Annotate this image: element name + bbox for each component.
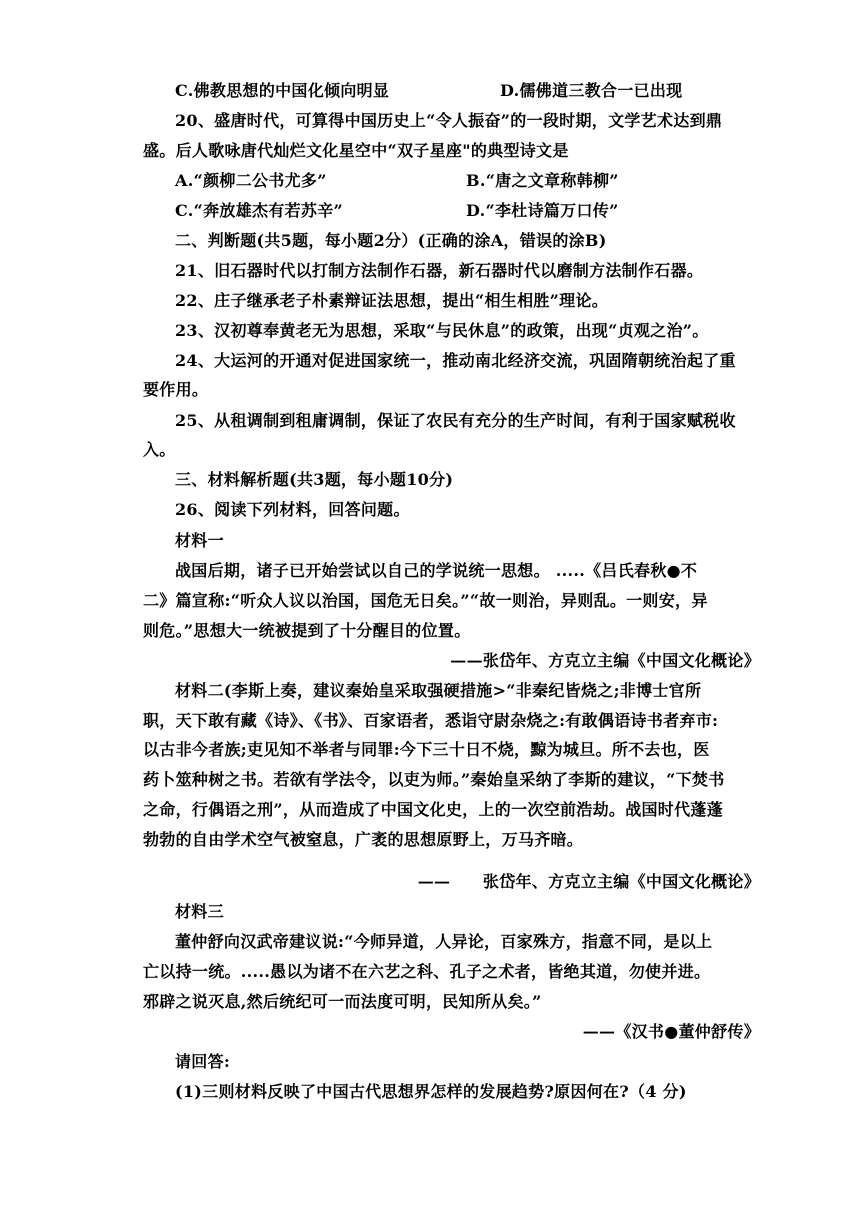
q19-option-c: C.佛教思想的中国化倾向明显: [175, 81, 390, 100]
q22: 22、庄子继承老子朴素辩证法思想，提出“相生相胜”理论。: [175, 291, 609, 310]
section3-heading: 三、材料解析题(共3题，每小题10分): [175, 470, 454, 489]
q24-line2: 要作用。: [143, 380, 209, 399]
q26-stem: 26、阅读下列材料，回答问题。: [175, 500, 410, 519]
material3-line3: 邪辟之说灭息,然后统纪可一而法度可明，民知所从矣。”: [143, 992, 542, 1011]
material1-line3: 则危。”思想大一统被提到了十分醒目的位置。: [143, 621, 471, 640]
material2-line1: 材料二(李斯上奏，建议秦始皇采取强硬措施>“非秦纪皆烧之;非博士官所: [175, 681, 702, 700]
q23: 23、汉初尊奉黄老无为思想，采取“与民休息”的政策，出现“贞观之治”。: [175, 321, 709, 340]
q19-option-d: D.儒佛道三教合一已出现: [500, 81, 683, 100]
material1-line1: 战国后期，诸子已开始尝试以自己的学说统一思想。 .....《吕氏春秋●不: [175, 561, 698, 580]
q25-line1: 25、从租调制到租庸调制，保证了农民有充分的生产时间，有利于国家赋税收: [175, 411, 736, 430]
material3-source: ——《汉书●董仲舒传》: [582, 1022, 760, 1041]
q20-option-c: C.“奔放雄杰有若苏辛”: [175, 201, 344, 220]
material2-line4: 药卜筮种树之书。若欲有学法令，以吏为师。”秦始皇采纳了李斯的建议，“下焚书: [143, 770, 725, 789]
q20-option-d: D.“李杜诗篇万口传”: [466, 201, 619, 220]
question-1: (1)三则材料反映了中国古代思想界怎样的发展趋势?原因何在?（4 分): [175, 1082, 687, 1101]
q25-line2: 入。: [143, 440, 176, 459]
material2-line2: 职，天下敢有藏《诗》、《书》、百家语者，悉诣守尉杂烧之:有敢偶语诗书者弃市:: [143, 711, 719, 730]
material3-label: 材料三: [175, 902, 224, 921]
material1-source: ——张岱年、方克立主编《中国文化概论》: [450, 651, 760, 670]
material2-line3: 以古非今者族;吏见知不举者与同罪:今下三十日不烧，黥为城旦。所不去也，医: [143, 740, 710, 759]
material1-label: 材料一: [175, 531, 224, 550]
q20-option-a: A.“颜柳二公书尤多”: [175, 171, 327, 190]
answer-prompt: 请回答:: [175, 1052, 231, 1071]
material3-line1: 董仲舒向汉武帝建议说:“今师异道，人异论，百家殊方，指意不同，是以上: [175, 932, 713, 951]
material2-line5: 之命，行偶语之刑”，从而造成了中国文化史，上的一次空前浩劫。战国时代蓬蓬: [143, 800, 724, 819]
material1-line2: 二》篇宣称:“听众人议以治国，国危无日矣。”“故一则治，异则乱。一则安，异: [143, 591, 708, 610]
material2-source: —— 张岱年、方克立主编《中国文化概论》: [417, 872, 760, 891]
q24-line1: 24、大运河的开通对促进国家统一，推动南北经济交流，巩固隋朝统治起了重: [175, 351, 736, 370]
material3-line2: 亡以持一统。.....愚以为诸不在六艺之科、孔子之术者，皆绝其道，勿使并进。: [143, 962, 711, 981]
q20-stem-line1: 20、盛唐时代，可算得中国历史上“令人振奋”的一段时期，文学艺术达到鼎: [175, 111, 723, 130]
material2-line6: 勃勃的自由学术空气被窒息，广袤的思想原野上，万马齐暗。: [143, 830, 584, 849]
q20-stem-line2: 盛。后人歌咏唐代灿烂文化星空中“双子星座"的典型诗文是: [143, 141, 569, 160]
q21: 21、旧石器时代以打制方法制作石器，新石器时代以磨制方法制作石器。: [175, 261, 704, 280]
q20-option-b: B.“唐之文章称韩柳”: [466, 171, 619, 190]
section2-heading: 二、判断题(共5题，每小题2分）(正确的涂A，错误的涂B): [175, 231, 607, 250]
